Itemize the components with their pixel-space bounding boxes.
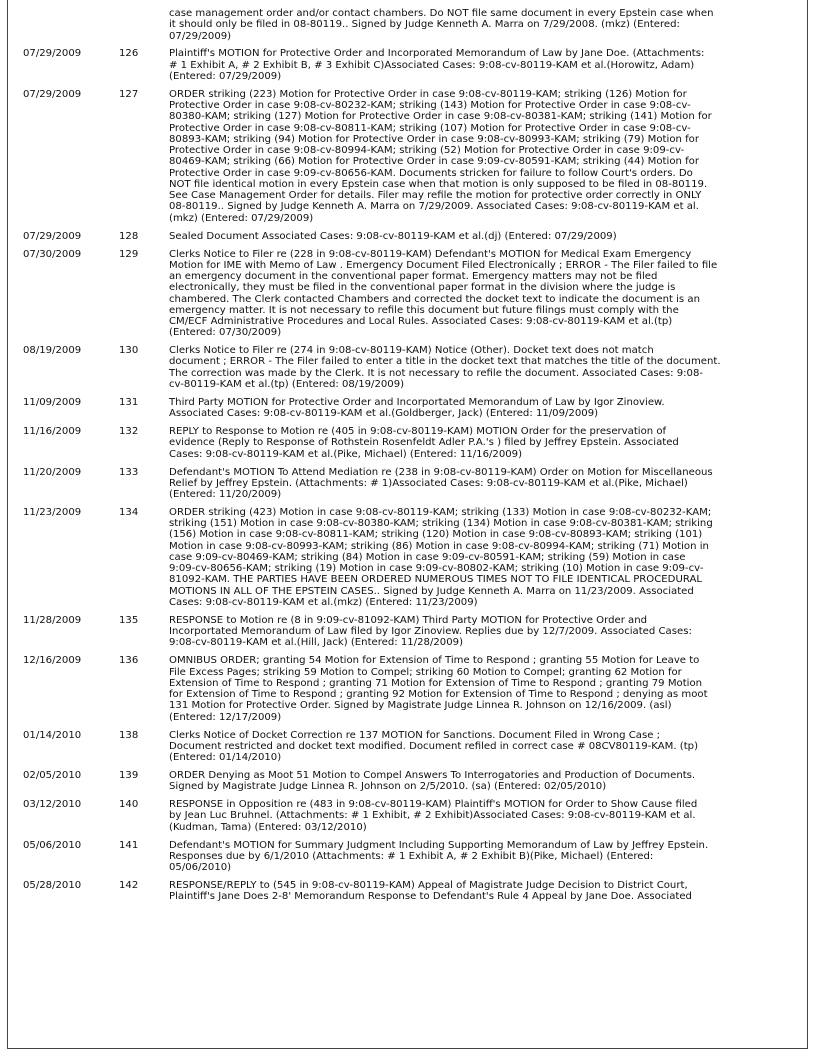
entry-text: ORDER striking (423) Motion in case 9:08-cv-80119-KAM; striking (133) Motion in case 9:08-cv-80232-KAM; striking (151) Motion in case 9:08-cv-80380-KAM; striking (134) Motion in case 9:08-cv-80381-KAM; striking (156) Motion in case 9:08-cv-80811-KAM; striking (120) Motion in case 9:08-cv-80893-KAM; striking (101) Motion in case 9:08-cv-80993-KAM; striking (86) Motion in case 9:08-cv-80994-KAM; striking (71) Motion in case 9:09-cv-80469-KAM; striking (84) Motion in case 9:09-cv-80591-KAM; striking (59) Motion in case 9:09-cv-80656-KAM; striking (19) Motion in case 9:09-cv-80802-KAM; striking (10) Motion in case 9:09-cv- 81092-KAM. THE PARTIES HAVE BEEN ORDERED NUMEROUS TIMES NOT TO FILE IDENTICAL PROCEDURAL MOTIONS IN ALL OF THE EPSTEIN CASES.. Signed by Judge Kenneth A. Marra on 11/23/2009. Associated Cases: 9:08-cv-80119-KAM et al.(mkz) (Entered: 11/23/2009)	[169, 506, 713, 608]
entry-text: Clerks Notice to Filer re (274 in 9:08-cv-80119-KAM) Notice (Other). Docket text does not match document ; ERROR - The Filer failed to enter a title in the docket text that matches the title of the document. The correction was made by the Clerk. It is not necessary to refile the document. Associated Cases: 9:08- cv-80119-KAM et al.(tp) (Entered: 08/19/2009)	[169, 345, 721, 390]
entry-date: 07/29/2009	[23, 230, 82, 242]
docket-entry	[8, 507, 807, 608]
entry-number: 138	[119, 729, 139, 741]
entry-date: 07/29/2009	[23, 88, 82, 100]
entry-number: 142	[119, 880, 139, 891]
entry-date: 11/20/2009	[23, 466, 82, 478]
docket-entry	[8, 8, 807, 42]
entry-number: 136	[119, 655, 139, 667]
entry-number: 126	[119, 48, 139, 60]
entry-text: Third Party MOTION for Protective Order and Incorportated Memorandum of Law by Igor Zinoview. Associated Cases: 9:08-cv-80119-KAM et al.(Goldberger, Jack) (Entered: 11/09/2009)	[169, 396, 665, 420]
entry-date: 03/12/2010	[23, 799, 82, 811]
entry-date: 11/16/2009	[23, 426, 82, 438]
entry-date: 07/29/2009	[23, 48, 82, 60]
entry-number: 133	[119, 466, 139, 478]
entry-number: 132	[119, 426, 139, 438]
entry-date: 12/16/2009	[23, 655, 82, 667]
docket-entry	[8, 615, 807, 649]
docket-entry	[8, 397, 807, 420]
docket-entry	[8, 799, 807, 833]
entry-number: 140	[119, 799, 139, 811]
entry-date: 08/19/2009	[23, 345, 82, 357]
entry-number: 128	[119, 230, 139, 242]
entry-text: Defendant's MOTION for Summary Judgment Including Supporting Memorandum of Law by Jeffrey Epstein. Responses due by 6/1/2010 (Attachments: # 1 Exhibit A, # 2 Exhibit B)(Pike, Michael) (Entered: 05/06/2010)	[169, 839, 709, 874]
docket-entry	[8, 426, 807, 460]
entry-date: 07/30/2009	[23, 248, 82, 260]
entry-text: case management order and/or contact chambers. Do NOT file same document in every Epstein case when it should only be filed in 08-80119.. Signed by Judge Kenneth A. Marra on 7/29/2008. (mkz) (Entered: 07/29/2009)	[169, 8, 714, 42]
docket-entry	[8, 249, 807, 339]
entry-date: 11/23/2009	[23, 506, 82, 518]
entry-text: REPLY to Response to Motion re (405 in 9:08-cv-80119-KAM) MOTION Order for the preservation of evidence (Reply to Response of Rothstein Rosenfeldt Adler P.A.'s ) filed by Jeffrey Epstein. Associated Cases: 9:08-cv-80119-KAM et al.(Pike, Michael) (Entered: 11/16/2009)	[169, 426, 679, 460]
docket-entry	[8, 231, 807, 242]
docket-entry	[8, 730, 807, 764]
entry-number: 130	[119, 345, 139, 357]
docket-entry	[8, 840, 807, 874]
entry-text: ORDER Denying as Moot 51 Motion to Compel Answers To Interrogatories and Production of Documents. Signed by Magistrate Judge Linnea R. Johnson on 2/5/2010. (sa) (Entered: 02/05/2010)	[169, 769, 696, 793]
entry-number: 129	[119, 248, 139, 260]
entry-number: 135	[119, 614, 139, 626]
entry-text: RESPONSE in Opposition re (483 in 9:08-cv-80119-KAM) Plaintiff's MOTION for Order to Show Cause filed by Jean Luc Bruhnel. (Attachments: # 1 Exhibit, # 2 Exhibit)Associated Cases: 9:08-cv-80119-KAM et al. (Kudman, Tama) (Entered: 03/12/2010)	[169, 799, 698, 833]
entry-date: 11/09/2009	[23, 396, 82, 408]
docket-entry	[8, 48, 807, 82]
entry-text: Clerks Notice to Filer re (228 in 9:08-cv-80119-KAM) Defendant's MOTION for Medical Exam Emergency Motion for IME with Memo of Law . Emergency Document Filed Electronically ; ERROR - The Filer failed to file an emergency document in the conventional paper format. Emergency matters may not be filed electronically, they must be filed in the conventional paper format in the division where the judge is chambered. The Clerk contacted Chambers and corrected the docket text to indicate the document is an emergency matter. It is not necessary to refile this document but future filings must comply with the CM/ECF Administrative Procedures and Local Rules. Associated Cases: 9:08-cv-80119-KAM et al.(tp) (Entered: 07/30/2009)	[169, 248, 718, 339]
entry-text: Defendant's MOTION To Attend Mediation re (238 in 9:08-cv-80119-KAM) Order on Motion for Miscellaneous Relief by Jeffrey Epstein. (Attachments: # 1)Associated Cases: 9:08-cv-80119-KAM et al.(Pike, Michael) (Entered: 11/20/2009)	[169, 466, 713, 500]
docket-entry	[8, 880, 807, 903]
entry-text: Plaintiff's MOTION for Protective Order and Incorporated Memorandum of Law by Jane Doe. (Attachments: # 1 Exhibit A, # 2 Exhibit B, # 3 Exhibit C)Associated Cases: 9:08-cv-80119-KAM et al.(Horowitz, Adam) (Entered: 07/29/2009)	[169, 48, 705, 82]
docket-entry	[8, 770, 807, 793]
entry-number: 134	[119, 506, 139, 518]
entry-text: Clerks Notice of Docket Correction re 137 MOTION for Sanctions. Document Filed in Wrong Case ; Document restricted and docket text modified. Document refiled in correct case # 08CV80119-KAM. (tp) (Entered: 01/14/2010)	[169, 729, 699, 763]
entry-text: RESPONSE to Motion re (8 in 9:09-cv-81092-KAM) Third Party MOTION for Protective Order and Incorportated Memorandum of Law filed by Igor Zinoview. Replies due by 12/7/2009. Associated Cases: 9:08-cv-80119-KAM et al.(Hill, Jack) (Entered: 11/28/2009)	[169, 614, 692, 649]
entry-number: 131	[119, 396, 139, 408]
entry-text: ORDER striking (223) Motion for Protective Order in case 9:08-cv-80119-KAM; striking (126) Motion for Protective Order in case 9:08-cv-80232-KAM; striking (143) Motion for Protective Order in case 9:08-cv- 80380-KAM; striking (127) Motion for Protective Order in case 9:08-cv-80381-KAM; striking (141) Motion for Protective Order in case 9:08-cv-80811-KAM; striking (107) Motion for Protective Order in case 9:08-cv- 80893-KAM; striking (94) Motion for Protective Order in case 9:08-cv-80993-KAM; striking (79) Motion for Protective Order in case 9:08-cv-80994-KAM; striking (52) Motion for Protective Order in case 9:09-cv- 80469-KAM; striking (66) Motion for Protective Order in case 9:09-cv-80591-KAM; striking (44) Motion for Protective Order in case 9:09-cv-80656-KAM. Documents stricken for failure to follow Court's orders. Do NOT file identical motion in every Epstein case when that motion is only supposed to be filed in 08-80119. See Case Management Order for details. Filer may refile the motion for protective order correctly in ONLY 08-80119.. Signed by Judge Kenneth A. Marra on 7/29/2009. Associated Cases: 9:08-cv-80119-KAM et al. (mkz) (Entered: 07/29/2009)	[169, 88, 712, 224]
docket-entry	[8, 89, 807, 224]
entry-number: 139	[119, 769, 139, 781]
entry-text: Sealed Document Associated Cases: 9:08-cv-80119-KAM et al.(dj) (Entered: 07/29/2009)	[169, 230, 617, 242]
entry-number: 141	[119, 839, 139, 851]
entry-date: 02/05/2010	[23, 769, 82, 781]
entry-date: 11/28/2009	[23, 614, 82, 626]
entry-text: RESPONSE/REPLY to (545 in 9:08-cv-80119-KAM) Appeal of Magistrate Judge Decision to District Court, Plaintiff's Jane Does 2-8' Memorandum Response to Defendant's Rule 4 Appeal by Jane Doe. Associated	[169, 880, 692, 903]
entry-date: 05/06/2010	[23, 839, 82, 851]
docket-page	[7, 0, 808, 1049]
entry-date: 01/14/2010	[23, 729, 82, 741]
docket-entry	[8, 345, 807, 390]
docket-entry	[8, 467, 807, 501]
entry-date: 05/28/2010	[23, 880, 82, 891]
entry-number: 127	[119, 88, 139, 100]
docket-entry	[8, 655, 807, 723]
entry-text: OMNIBUS ORDER; granting 54 Motion for Extension of Time to Respond ; granting 55 Motion for Leave to File Excess Pages; striking 59 Motion to Compel; striking 60 Motion to Compel; granting 62 Motion for Extension of Time to Respond ; granting 71 Motion for Extension of Time to Respond ; granting 79 Motion for Extension of Time to Respond ; granting 92 Motion for Extension of Time to Respond ; denying as moot 131 Motion for Protective Order. Signed by Magistrate Judge Linnea R. Johnson on 12/16/2009. (asl) (Entered: 12/17/2009)	[169, 655, 708, 723]
